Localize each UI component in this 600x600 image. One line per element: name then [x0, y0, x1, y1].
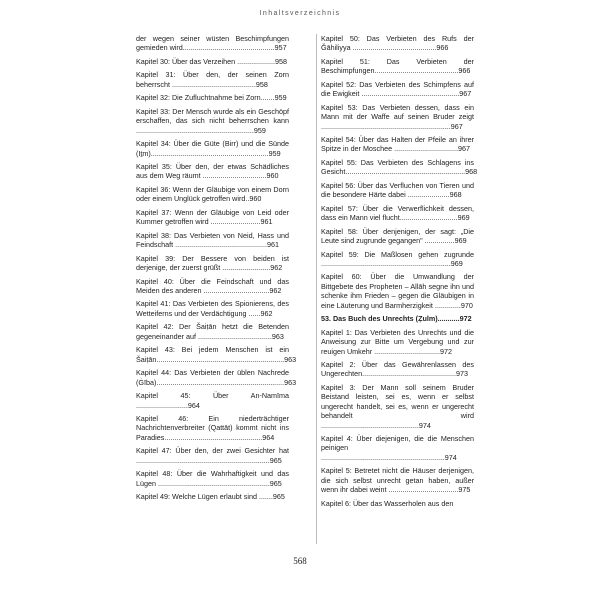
toc-entry: Kapitel 6: Über das Wasserholen aus den	[321, 498, 454, 508]
toc-book-heading: 53. Das Buch des Unrechts (Ẓulm)...........972	[321, 314, 472, 324]
toc-entry: Kapitel 48: Über die Wahrhaftigkeit und das Lügen ........................................................965	[136, 469, 289, 488]
toc-entry: Kapitel 57: Über die Verwerflichkeit dessen, dass ein Mann viel flucht.............................969	[321, 203, 474, 223]
page-number: 568	[293, 556, 307, 566]
toc-entry: Kapitel 49: Welche Lügen erlaubt sind .......965	[136, 492, 285, 502]
toc-entry: der wegen seiner wüsten Beschimpfungen gemieden wird..............................................957	[136, 34, 289, 53]
toc-entry: Kapitel 47: Über den, der zwei Gesichter hat ...................................................................965	[136, 446, 289, 465]
toc-entry: Kapitel 40: Über die Feindschaft und das Meiden des anderen .................................962	[136, 276, 289, 295]
toc-entry: Kapitel 3: Der Mann soll seinem Bruder Beistand leisten, sei es, wenn er selbst ungerecht handelt, sei es, wenn er ungerecht behandelt wird .................................................974	[321, 382, 474, 430]
toc-entry: Kapitel 2: Über das Gewährenlassen des Ungerechten...............................................973	[321, 360, 474, 379]
toc-entry: Kapitel 32: Die Zufluchtnahme bei Zorn.......959	[136, 93, 287, 103]
toc-entry: Kapitel 5: Betretet nicht die Häuser derjenigen, die sich selbst unrecht getan haben, außer wenn ihr dabei weint ...................................975	[321, 466, 474, 495]
toc-entry: Kapitel 58: Über denjenigen, der sagt: „Die Leute sind zugrunde gegangen" ...............969	[321, 226, 474, 246]
toc-entry: Kapitel 37: Wenn der Gläubige von Leid oder Kummer getroffen wird .........................961	[136, 207, 289, 227]
toc-entry: Kapitel 53: Das Verbieten dessen, dass ein Mann mit der Waffe auf seinen Bruder zeigt .................................................................967	[321, 102, 474, 131]
right-column	[321, 34, 478, 512]
toc-entry: Kapitel 56: Über das Verfluchen von Tieren und die besondere Härte dabei .....................968	[321, 180, 474, 200]
column-divider	[316, 34, 317, 544]
toc-entry: Kapitel 52: Das Verbieten des Schimpfens auf die Ewigkeit .................................................967	[321, 79, 474, 99]
toc-entry: Kapitel 60: Über die Umwandlung der Bittgebete des Propheten – Allāh segne ihn und schenke ihm Frieden – gegen die Gläubigen in eine Läuterung und Barmherzigkeit .............970	[321, 272, 474, 310]
toc-entry: Kapitel 54: Über das Halten der Pfeile an ihrer Spitze in der Moschee ................................967	[321, 135, 474, 154]
toc-entry: Kapitel 33: Der Mensch wurde als ein Geschöpf erschaffen, das sich nicht beherrschen kann ...........................................................959	[136, 106, 289, 135]
toc-entry: Kapitel 39: Der Bessere von beiden ist derjenige, der zuerst grüßt ........................962	[136, 253, 289, 273]
toc-entry: Kapitel 59: Die Maßlosen gehen zugrunde .................................................................969	[321, 249, 474, 268]
toc-entry: Kapitel 46: Ein niederträchtiger Nachrichtenverbreiter (Qattāt) kommt nicht ins Paradies.................................................964	[136, 414, 289, 442]
toc-entry: Kapitel 38: Das Verbieten von Neid, Hass und Feindschaft ..............................................961	[136, 230, 289, 250]
toc-entry: Kapitel 1: Das Verbieten des Unrechts und die Anweisung zur Bitte um Vergebung und zur reuigen Umkehr .................................972	[321, 327, 474, 356]
toc-entry: Kapitel 31: Über den, der seinen Zorn beherrscht ..........................................958	[136, 70, 289, 89]
toc-entry: Kapitel 35: Über den, der etwas Schädliches aus dem Weg räumt ................................960	[136, 162, 289, 181]
toc-entry: Kapitel 34: Über die Güte (Birr) und die Sünde (Iṯm)...........................................................959	[136, 139, 289, 158]
toc-entry: Kapitel 42: Der Šaiṭān hetzt die Betenden gegeneinander auf .....................................963	[136, 322, 289, 341]
toc-entry: Kapitel 55: Das Verbieten des Schlagens ins Gesicht............................................................968	[321, 157, 478, 177]
toc-entry: Kapitel 36: Wenn der Gläubige von einem Dorn oder einem Unglück getroffen wird..960	[136, 184, 289, 204]
toc-entry: Kapitel 51: Das Verbieten der Beschimpfungen..........................................966	[321, 56, 474, 76]
toc-entry: Kapitel 45: Über An-Namīma ..........................964	[136, 391, 289, 410]
left-column	[136, 34, 297, 506]
running-header: Inhaltsverzeichnis	[259, 10, 341, 17]
toc-entry: Kapitel 50: Das Verbieten des Rufs der Ǧāhiliyya ..........................................966	[321, 34, 474, 53]
toc-entry: Kapitel 4: Über diejenigen, die die Menschen peinigen ..............................................................974	[321, 434, 474, 462]
toc-entry: Kapitel 41: Das Verbieten des Spionierens, des Wetteiferns und der Verdächtigung ......962	[136, 299, 289, 318]
toc-entry: Kapitel 44: Das Verbieten der üblen Nachrede (Ġība)................................................................963	[136, 368, 297, 387]
toc-entry: Kapitel 43: Bei jedem Menschen ist ein Šaiṭān................................................................963	[136, 345, 297, 364]
toc-entry: Kapitel 30: Über das Verzeihen ...................958	[136, 56, 288, 66]
